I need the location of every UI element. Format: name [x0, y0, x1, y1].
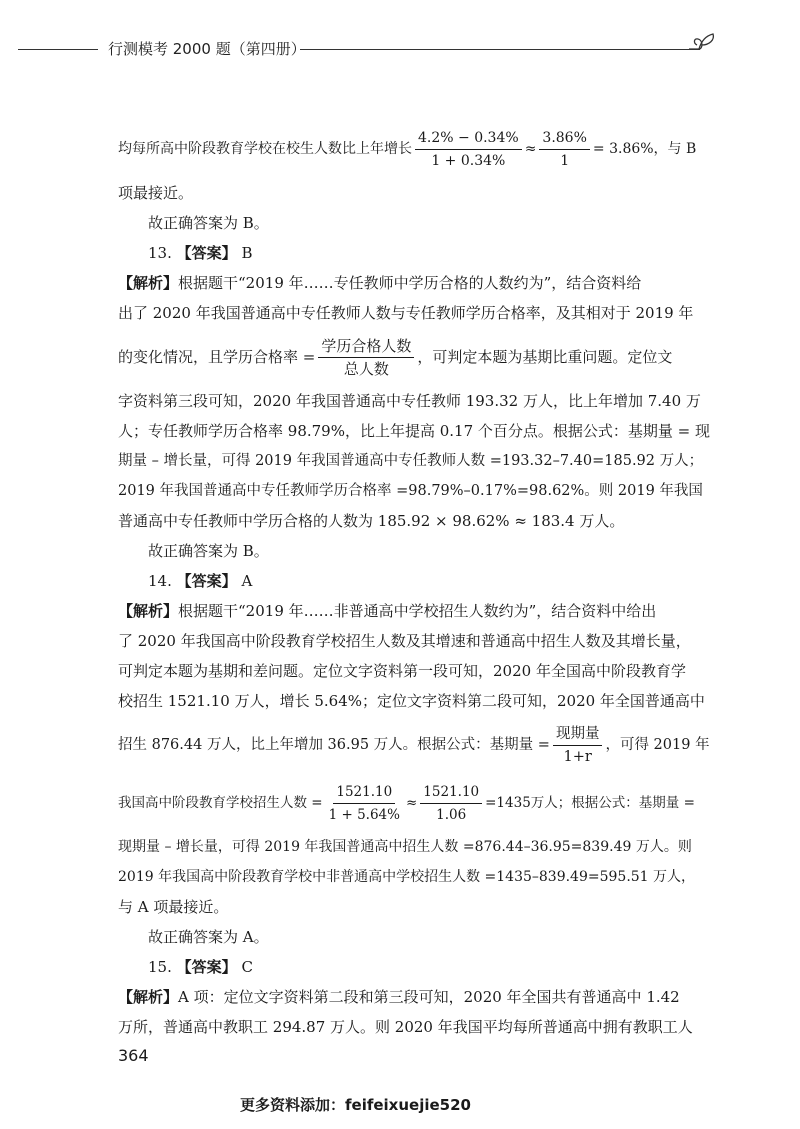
footer-note: 更多资料添加：feifeixuejie520 — [240, 1096, 471, 1114]
fraction-numerator: 3.86% — [539, 128, 589, 150]
fraction — [539, 128, 589, 171]
answer-tag: 【答案】 — [176, 244, 237, 262]
header-rule-left — [18, 49, 98, 50]
analysis-tag: 【解析】 — [118, 274, 179, 292]
text-run: A 项：定位文字资料第二段和第三段可知，2020 年全国共有普通高中 1.42 — [178, 988, 680, 1006]
answer-heading-15 — [118, 952, 710, 982]
question-number: 13. — [148, 244, 172, 262]
text-run: 的变化情况，且学历合格率 = — [118, 348, 316, 366]
fraction-denominator: 1 + 5.64% — [328, 806, 400, 823]
fraction — [326, 782, 403, 825]
fraction-denominator: 1 + 0.34% — [431, 152, 506, 169]
fraction-denominator: 1 — [560, 152, 570, 169]
text-line: 普通高中专任教师中学历合格的人数为 185.92 × 98.62% ≈ 183.4 万人。 — [118, 512, 625, 530]
answer-letter: A — [241, 572, 253, 590]
text-run: ，可判定本题为基期比重问题。定位文 — [417, 348, 673, 366]
text-line: 了 2020 年我国高中阶段教育学校招生人数及其增速和普通高中招生人数及其增长量， — [118, 632, 691, 650]
text-line: 现期量 – 增长量，可得 2019 年我国普通高中招生人数 =876.44–36.95=839.49 万人。则 — [118, 839, 692, 855]
fraction — [318, 336, 414, 379]
text-run: 根据题干“2019 年……专任教师中学历合格的人数约为”，结合资料给 — [178, 274, 642, 292]
question-number: 15. — [148, 958, 172, 976]
fraction — [415, 128, 522, 171]
text-line: 字资料第三段可知，2020 年我国普通高中专任教师 193.32 万人，比上年增加 7.40 万 — [118, 392, 701, 410]
fraction-numerator: 现期量 — [553, 724, 603, 746]
text-line: 校招生 1521.10 万人，增长 5.64%；定位文字资料第二段可知，2020 年全国普通高中 — [118, 692, 705, 710]
analysis-tag: 【解析】 — [118, 602, 179, 620]
text-run: 根据题干“2019 年……非普通高中学校招生人数约为”，结合资料中给出 — [178, 602, 657, 620]
text-line: 与 A 项最接近。 — [118, 898, 229, 916]
fraction-denominator: 1.06 — [436, 806, 467, 823]
fraction — [553, 724, 603, 767]
question-number: 14. — [148, 572, 172, 590]
text-line: 出了 2020 年我国普通高中专任教师人数与专任教师学历合格率，及其相对于 2019 年 — [118, 304, 694, 322]
text-line: 可判定本题为基期和差问题。定位文字资料第一段可知，2020 年全国高中阶段教育学 — [118, 662, 686, 680]
text-line — [118, 982, 710, 1012]
book-title: 行测模考 2000 题（第四册） — [108, 40, 306, 58]
page-number: 364 — [118, 1046, 149, 1065]
text-line — [118, 328, 710, 386]
answer-tag: 【答案】 — [176, 958, 237, 976]
answer-conclusion: 故正确答案为 B。 — [148, 542, 269, 560]
answer-heading-13 — [118, 238, 710, 268]
answer-tag: 【答案】 — [176, 572, 237, 590]
fraction-numerator: 1521.10 — [420, 782, 482, 804]
sprout-icon — [685, 30, 721, 60]
text-run: 招生 876.44 万人，比上年增加 36.95 万人。根据公式：基期量 = — [118, 737, 550, 753]
text-line: 项最接近。 — [118, 184, 194, 202]
answer-conclusion: 故正确答案为 A。 — [148, 928, 269, 946]
answer-heading-14 — [118, 566, 710, 596]
text-line: 期量 – 增长量，可得 2019 年我国普通高中专任教师人数 =193.32–7.40=185.92 万人； — [118, 453, 704, 469]
fraction-numerator: 学历合格人数 — [318, 336, 414, 358]
fraction-numerator: 4.2% − 0.34% — [415, 128, 522, 150]
text-line — [118, 120, 710, 178]
page-body — [118, 120, 710, 1042]
text-line — [118, 596, 710, 626]
text-run: 我国高中阶段教育学校招生人数 = — [118, 795, 323, 811]
text-line — [118, 774, 710, 832]
text-run: = 3.86%，与 B — [592, 141, 697, 157]
header-rule-right — [300, 49, 700, 50]
text-line: 2019 年我国普通高中专任教师学历合格率 =98.79%–0.17%=98.62%。则 2019 年我国 — [118, 483, 703, 499]
fraction-denominator: 1+r — [563, 748, 592, 765]
text-line: 2019 年我国高中阶段教育学校中非普通高中学校招生人数 =1435–839.49=595.51 万人， — [118, 869, 696, 885]
running-header — [0, 36, 800, 60]
answer-letter: B — [241, 244, 253, 262]
text-line: 万所，普通高中教职工 294.87 万人。则 2020 年我国平均每所普通高中拥有教职工人 — [118, 1018, 693, 1036]
text-run: 均每所高中阶段教育学校在校生人数比上年增长 — [118, 141, 412, 157]
answer-letter: C — [241, 958, 253, 976]
fraction-denominator: 总人数 — [343, 359, 389, 378]
analysis-tag: 【解析】 — [118, 988, 179, 1006]
text-line — [118, 268, 710, 298]
approx-sign: ≈ — [405, 795, 418, 811]
text-line — [118, 716, 710, 774]
fraction — [420, 782, 482, 825]
text-run: =1435万人；根据公式：基期量 = — [485, 795, 695, 811]
fraction-numerator: 1521.10 — [333, 782, 395, 804]
text-line: 人；专任教师学历合格率 98.79%，比上年提高 0.17 个百分点。根据公式：基期量 = 现 — [118, 422, 711, 440]
approx-sign: ≈ — [524, 141, 537, 157]
text-run: ，可得 2019 年 — [605, 737, 710, 753]
answer-conclusion: 故正确答案为 B。 — [148, 214, 269, 232]
